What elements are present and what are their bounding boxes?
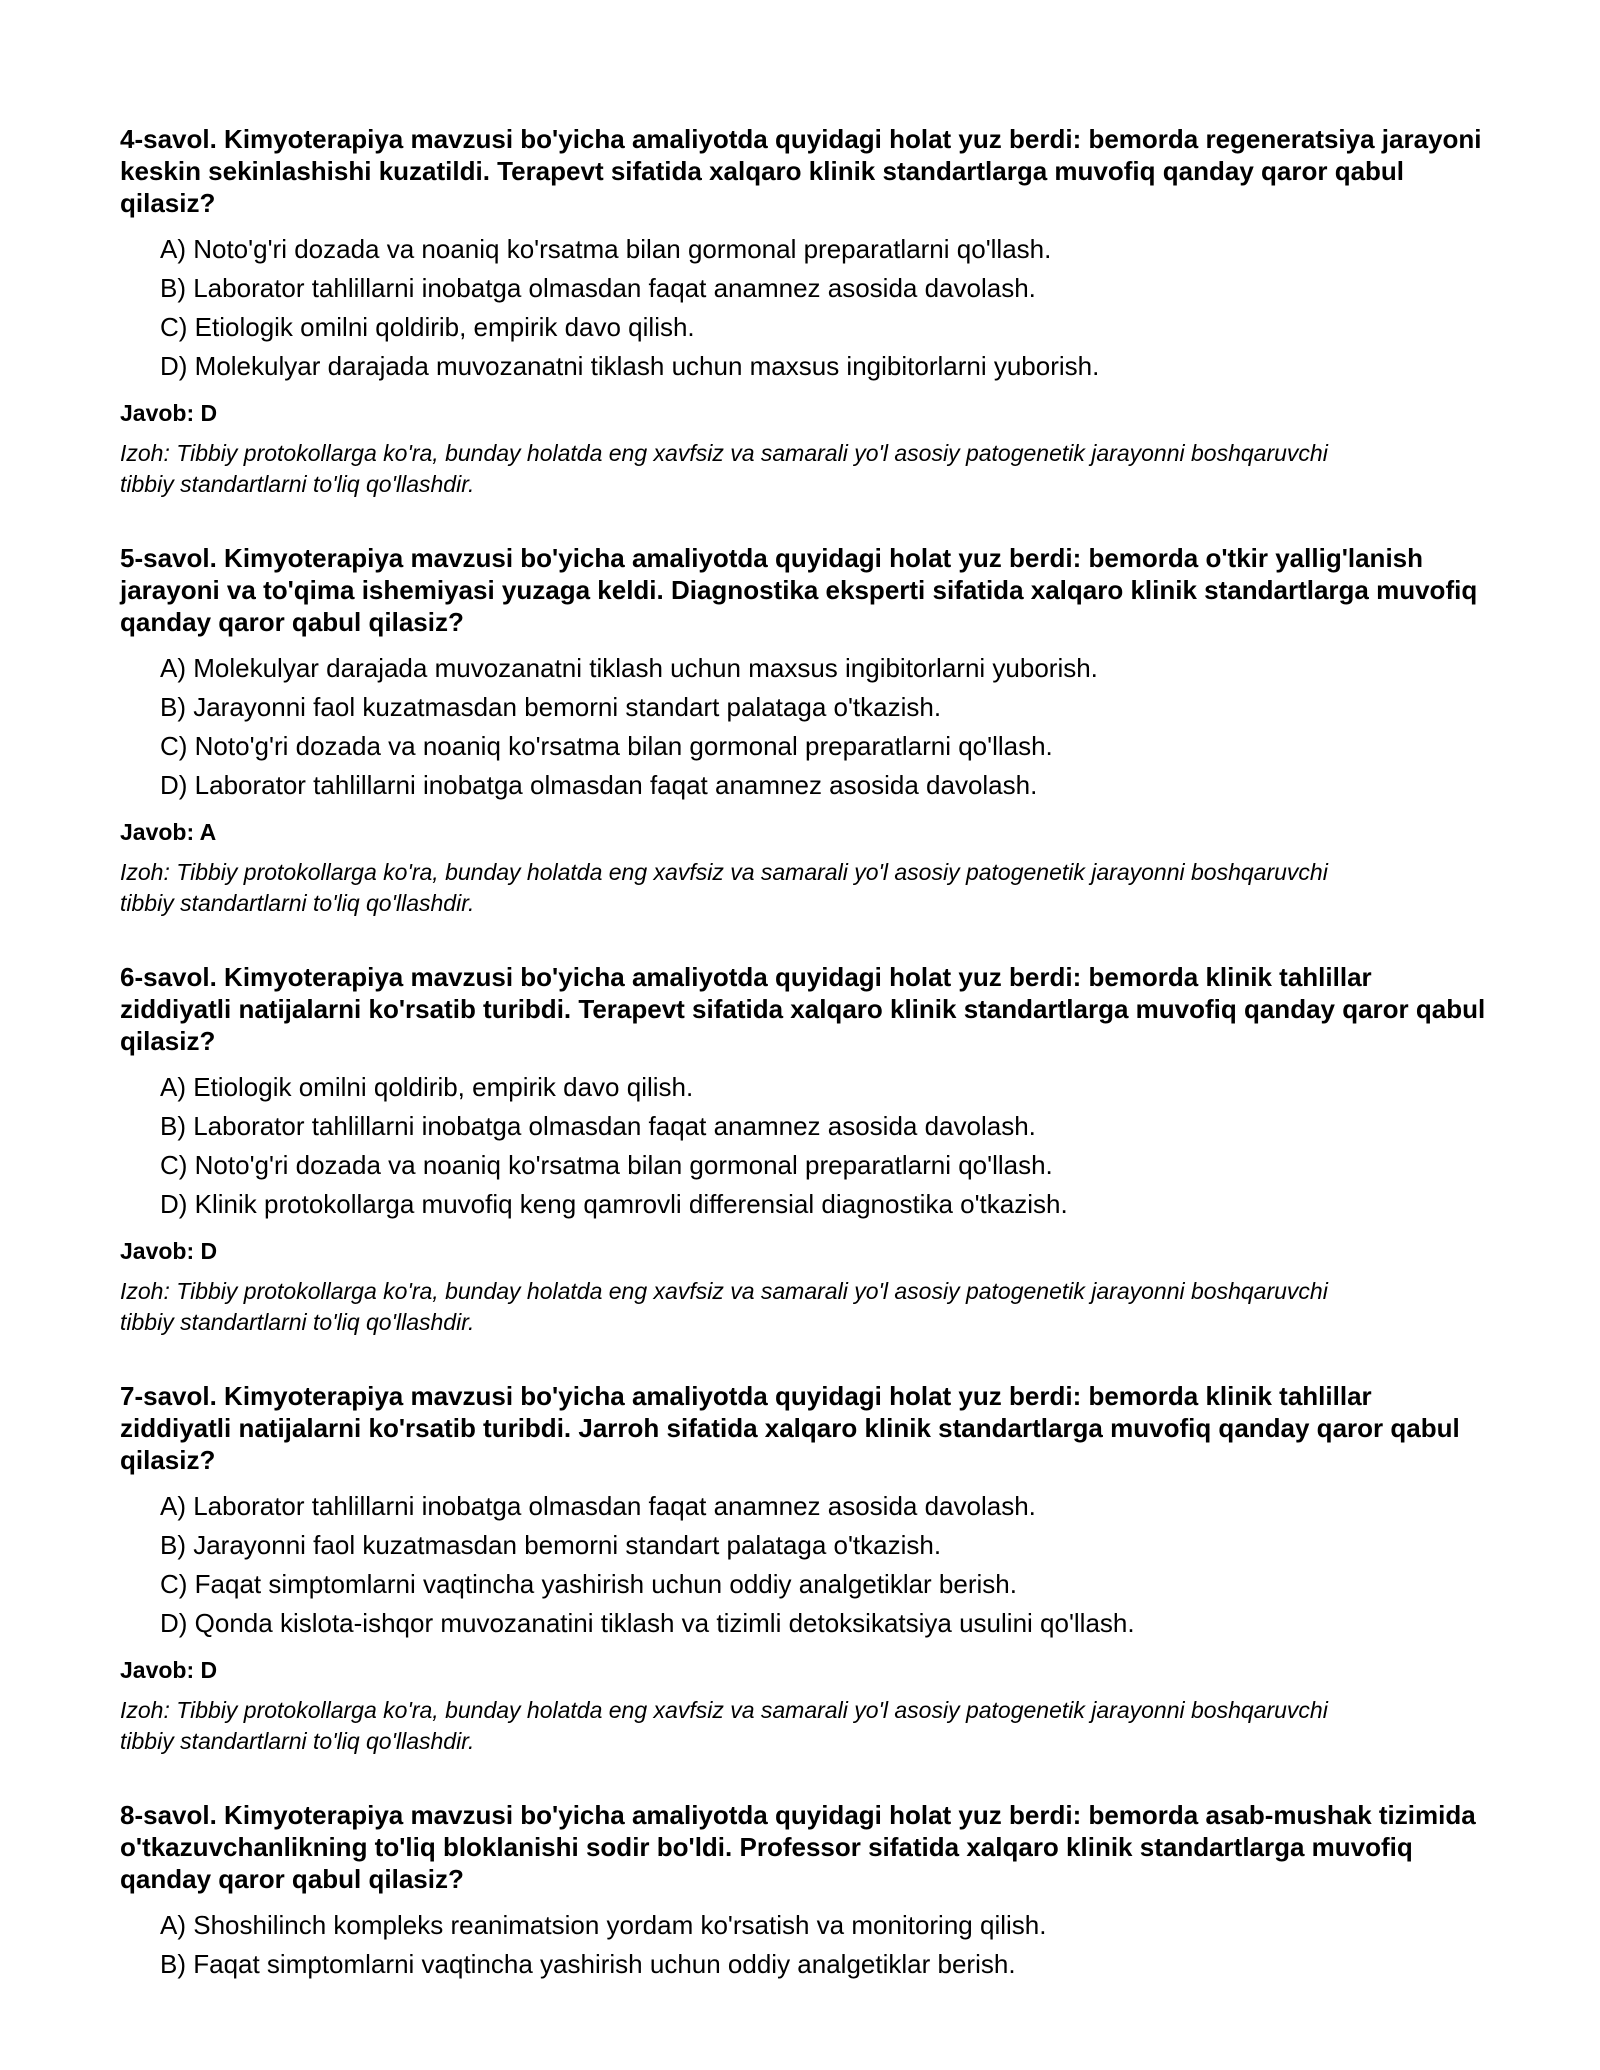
option-b: B) Laborator tahlillarni inobatga olmasdan faqat anamnez asosida davolash. — [160, 1111, 1036, 1141]
answer-options — [120, 230, 1490, 386]
explanation-note: Izoh: Tibbiy protokollarga ko'ra, bunday holatda eng xavfsiz va samarali yo'l asosiy patogenetik jarayonni boshqaruvchi tibbiy standartlarni to'liq qo'llashdir. — [120, 859, 1328, 916]
option-d: D) Laborator tahlillarni inobatga olmasdan faqat anamnez asosida davolash. — [160, 770, 1038, 800]
answer-options — [120, 649, 1490, 805]
option-b: B) Jarayonni faol kuzatmasdan bemorni standart palataga o'tkazish. — [160, 1530, 942, 1560]
option-d: D) Molekulyar darajada muvozanatni tiklash uchun maxsus ingibitorlarni yuborish. — [160, 351, 1100, 381]
answer-label: Javob: D — [120, 400, 218, 426]
explanation-note: Izoh: Tibbiy protokollarga ko'ra, bunday holatda eng xavfsiz va samarali yo'l asosiy patogenetik jarayonni boshqaruvchi tibbiy standartlarni to'liq qo'llashdir. — [120, 440, 1328, 497]
question-6 — [120, 961, 1490, 1338]
question-4 — [120, 123, 1490, 500]
answer-label: Javob: D — [120, 1238, 218, 1264]
option-c: C) Noto'g'ri dozada va noaniq ko'rsatma bilan gormonal preparatlarni qo'llash. — [160, 1150, 1053, 1180]
option-d: D) Klinik protokollarga muvofiq keng qamrovli differensial diagnostika o'tkazish. — [160, 1189, 1068, 1219]
option-c: C) Etiologik omilni qoldirib, empirik davo qilish. — [160, 312, 695, 342]
question-text: 8-savol. Kimyoterapiya mavzusi bo'yicha amaliyotda quyidagi holat yuz berdi: bemorda asab-mushak tizimida o'tkazuvchanlikning to'liq bloklanishi sodir bo'ldi. Professor sifatida xalqaro klinik standartlarga muvofiq qanday qaror qabul qilasiz? — [120, 1800, 1476, 1894]
answer-options — [120, 1068, 1490, 1224]
question-text: 4-savol. Kimyoterapiya mavzusi bo'yicha amaliyotda quyidagi holat yuz berdi: bemorda regeneratsiya jarayoni keskin sekinlashishi kuzatildi. Terapevt sifatida xalqaro klinik standartlarga muvofiq qanday qaror qabul qilasiz? — [120, 124, 1482, 218]
option-c: C) Noto'g'ri dozada va noaniq ko'rsatma bilan gormonal preparatlarni qo'llash. — [160, 731, 1053, 761]
option-d: D) Qonda kislota-ishqor muvozanatini tiklash va tizimli detoksikatsiya usulini qo'llash. — [160, 1608, 1135, 1638]
explanation-note: Izoh: Tibbiy protokollarga ko'ra, bunday holatda eng xavfsiz va samarali yo'l asosiy patogenetik jarayonni boshqaruvchi tibbiy standartlarni to'liq qo'llashdir. — [120, 1278, 1328, 1335]
option-a: A) Shoshilinch kompleks reanimatsion yordam ko'rsatish va monitoring qilish. — [160, 1910, 1047, 1940]
question-8 — [120, 1799, 1490, 1984]
question-text: 5-savol. Kimyoterapiya mavzusi bo'yicha amaliyotda quyidagi holat yuz berdi: bemorda o'tkir yallig'lanish jarayoni va to'qima ishemiyasi yuzaga keldi. Diagnostika eksperti sifatida xalqaro klinik standartlarga muvofiq qanday qaror qabul qilasiz? — [120, 543, 1478, 637]
option-a: A) Noto'g'ri dozada va noaniq ko'rsatma bilan gormonal preparatlarni qo'llash. — [160, 234, 1052, 264]
answer-options — [120, 1906, 1490, 1984]
option-a: A) Laborator tahlillarni inobatga olmasdan faqat anamnez asosida davolash. — [160, 1491, 1036, 1521]
option-b: B) Laborator tahlillarni inobatga olmasdan faqat anamnez asosida davolash. — [160, 273, 1036, 303]
option-a: A) Etiologik omilni qoldirib, empirik davo qilish. — [160, 1072, 694, 1102]
question-5 — [120, 542, 1490, 919]
option-b: B) Faqat simptomlarni vaqtincha yashirish uchun oddiy analgetiklar berish. — [160, 1949, 1016, 1979]
explanation-note: Izoh: Tibbiy protokollarga ko'ra, bunday holatda eng xavfsiz va samarali yo'l asosiy patogenetik jarayonni boshqaruvchi tibbiy standartlarni to'liq qo'llashdir. — [120, 1697, 1328, 1754]
answer-label: Javob: A — [120, 819, 217, 845]
option-b: B) Jarayonni faol kuzatmasdan bemorni standart palataga o'tkazish. — [160, 692, 942, 722]
question-text: 6-savol. Kimyoterapiya mavzusi bo'yicha amaliyotda quyidagi holat yuz berdi: bemorda klinik tahlillar ziddiyatli natijalarni ko'rsatib turibdi. Terapevt sifatida xalqaro klinik standartlarga muvofiq qanday qaror qabul qilasiz? — [120, 962, 1486, 1056]
answer-label: Javob: D — [120, 1657, 218, 1683]
option-a: A) Molekulyar darajada muvozanatni tiklash uchun maxsus ingibitorlarni yuborish. — [160, 653, 1098, 683]
option-c: C) Faqat simptomlarni vaqtincha yashirish uchun oddiy analgetiklar berish. — [160, 1569, 1017, 1599]
answer-options — [120, 1487, 1490, 1643]
question-text: 7-savol. Kimyoterapiya mavzusi bo'yicha amaliyotda quyidagi holat yuz berdi: bemorda klinik tahlillar ziddiyatli natijalarni ko'rsatib turibdi. Jarroh sifatida xalqaro klinik standartlarga muvofiq qanday qaror qabul qilasiz? — [120, 1381, 1460, 1475]
question-7 — [120, 1380, 1490, 1757]
